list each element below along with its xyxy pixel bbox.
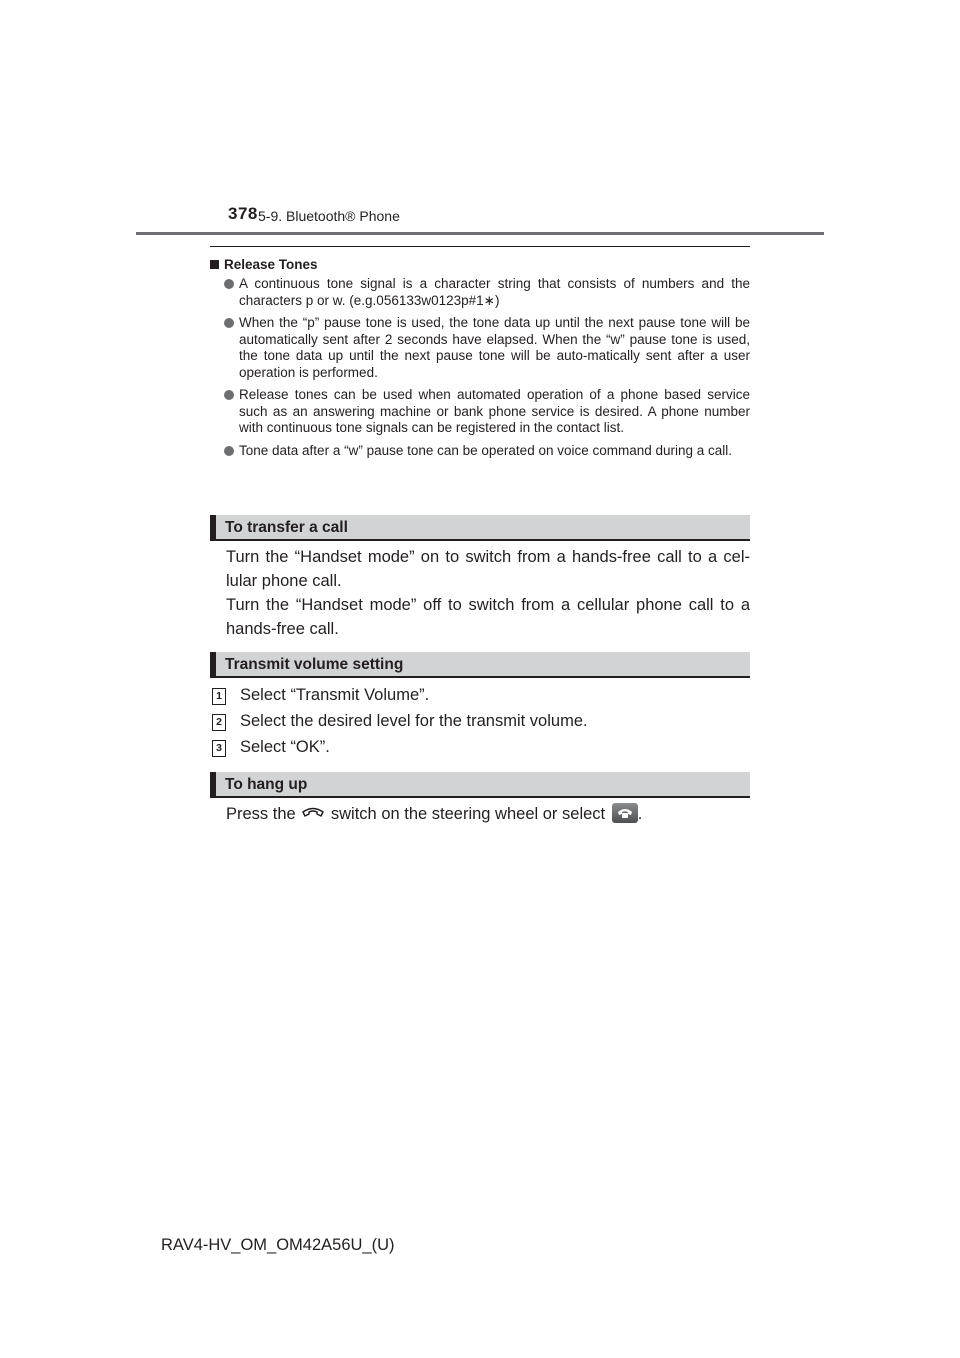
- step-text: Select “OK”.: [240, 738, 330, 756]
- section-header-transmit: [210, 652, 750, 678]
- page-number: 378: [228, 204, 258, 223]
- bullet-text: Release tones can be used when automated operation of a phone based service such as an answering machine or bank phone service is desired. A phone number with continuous tone signals can be registered in the contact list.: [239, 387, 750, 435]
- section-title: 5-9. Bluetooth® Phone: [258, 208, 400, 224]
- hangup-text-before: Press the: [226, 805, 296, 823]
- hangup-text-after: .: [637, 805, 643, 823]
- footer-code: RAV4-HV_OM_OM42A56U_(U): [161, 1236, 395, 1254]
- list-item: [224, 276, 750, 309]
- release-tones-title: Release Tones: [224, 257, 318, 272]
- hangup-text-middle: switch on the steering wheel or select: [330, 805, 606, 823]
- section-title-transfer: To transfer a call: [225, 519, 348, 536]
- square-bullet-icon: [210, 260, 219, 269]
- bullet-text: Tone data after a “w” pause tone can be operated on voice command during a call.: [239, 442, 733, 458]
- bullet-text: A continuous tone signal is a character string that consists of numbers and the characters p or w. (e.g.056133w0123p#1∗): [239, 276, 750, 308]
- hang-up-switch-icon: [300, 805, 326, 829]
- bullet-dot-icon: [224, 318, 234, 328]
- bullet-dot-icon: [224, 446, 234, 456]
- step-item: [212, 738, 330, 757]
- release-tones-list: [224, 276, 750, 465]
- list-item: [224, 315, 750, 381]
- bullet-dot-icon: [224, 390, 234, 400]
- transfer-paragraph-1: Turn the “Handset mode” on to switch from a hands-free call to a cel-lular phone call.: [226, 548, 750, 590]
- bullet-dot-icon: [224, 279, 234, 289]
- header-rule: [136, 232, 824, 235]
- step-item: [212, 712, 588, 731]
- section-title-hangup: To hang up: [225, 776, 308, 793]
- step-text: Select “Transmit Volume”.: [240, 686, 430, 704]
- hang-up-button-icon: [612, 803, 638, 823]
- list-item: [224, 443, 750, 460]
- section-divider: [210, 246, 750, 247]
- hangup-paragraph: [226, 802, 750, 829]
- list-item: [224, 387, 750, 437]
- bullet-text: When the “p” pause tone is used, the tone data up until the next pause tone will be automatically sent after 2 seconds have elapsed. When the “w” pause tone is used, the tone data up until the next pause tone will be auto-matically sent after a user operation is performed.: [239, 315, 750, 380]
- transfer-paragraph-2: Turn the “Handset mode” off to switch from a cellular phone call to a hands-free call.: [226, 596, 750, 638]
- section-header-hangup: [210, 772, 750, 798]
- step-text: Select the desired level for the transmit volume.: [240, 712, 588, 730]
- step-number: 1: [212, 688, 226, 705]
- step-item: [212, 686, 429, 705]
- step-number: 2: [212, 714, 226, 731]
- release-tones-heading: [210, 257, 318, 272]
- section-title-transmit: Transmit volume setting: [225, 656, 404, 673]
- section-header-transfer: [210, 515, 750, 541]
- step-number: 3: [212, 740, 226, 757]
